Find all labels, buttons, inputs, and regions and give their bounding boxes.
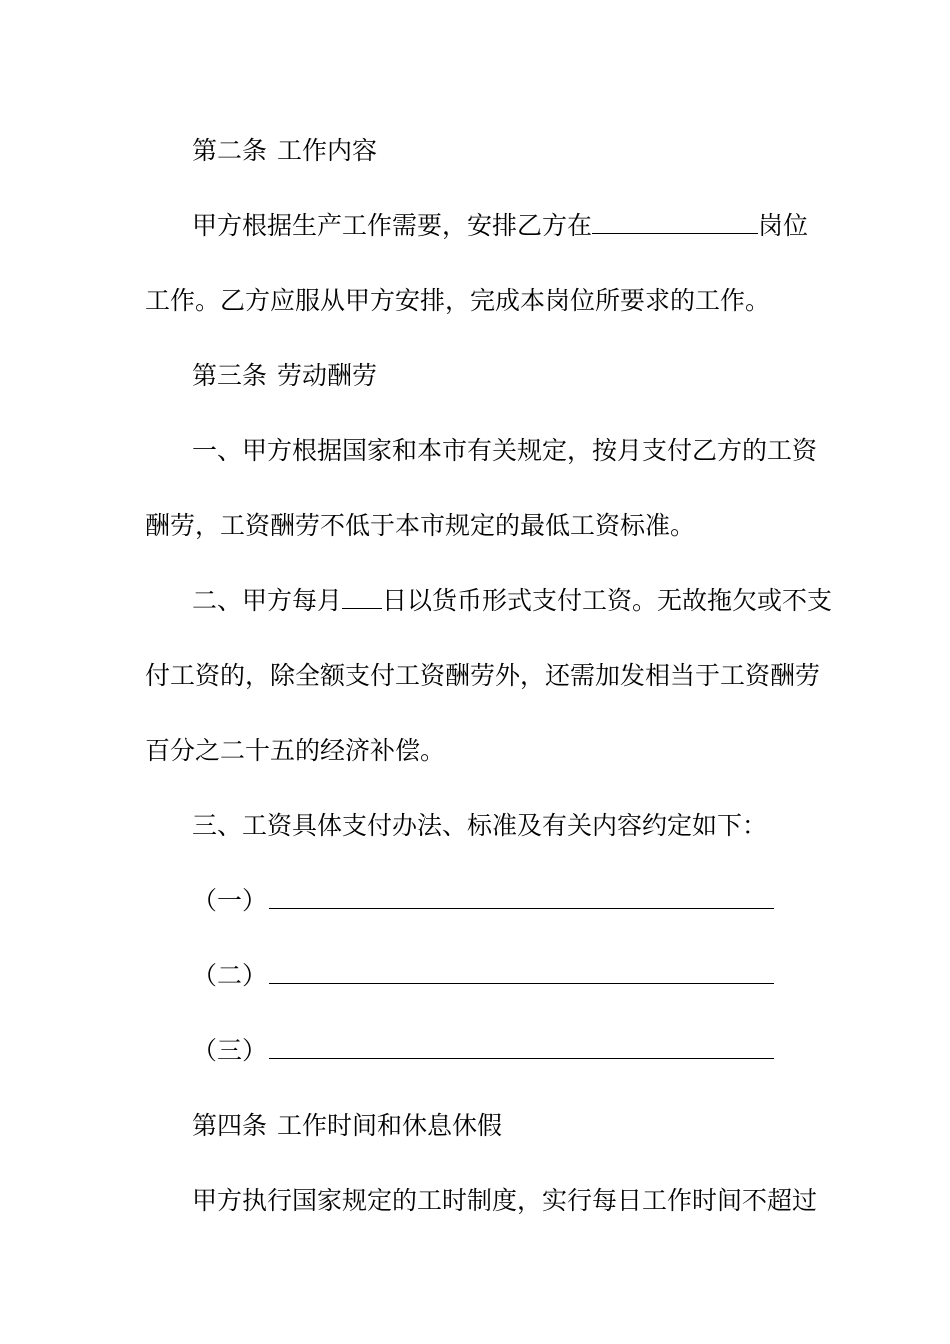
article-3-title: 劳动酬劳 [277,361,378,390]
text-segment: 岗位 [758,211,809,240]
article-4-heading [192,1109,502,1143]
article-2-paragraph-line-2: 工作。乙方应服从甲方安排，完成本岗位所要求的工作。 [145,286,771,315]
sub-item-label: （二） [192,961,268,990]
article-2-title: 工作内容 [277,136,378,165]
text-segment: 甲方根据生产工作需要，安排乙方在 [192,211,593,240]
text-segment: 日以货币形式支付工资。无故拖欠或不支 [382,586,833,615]
article-3-item-2-line-1 [192,584,832,618]
text-segment: 二、甲方每月 [192,586,343,615]
sub-item-2 [192,959,774,993]
article-2-heading [192,134,377,168]
day-blank [342,584,382,609]
article-4-label: 第四条 [192,1111,268,1140]
article-4-title: 工作时间和休息休假 [277,1111,503,1140]
article-2-label: 第二条 [192,136,268,165]
sub-item-label: （三） [192,1036,268,1065]
article-2-paragraph-line-1 [192,209,808,243]
sub-item-blank [269,884,774,909]
article-3-item-3-line-1: 三、工资具体支付办法、标准及有关内容约定如下： [192,811,768,840]
article-3-item-2-line-3: 百分之二十五的经济补偿。 [145,736,446,765]
article-3-item-2-line-2: 付工资的，除全额支付工资酬劳外，还需加发相当于工资酬劳 [145,661,821,690]
sub-item-label: （一） [192,886,268,915]
position-blank [592,209,758,234]
sub-item-1 [192,884,774,918]
sub-item-blank [269,1034,774,1059]
article-3-heading [192,359,377,393]
sub-item-blank [269,959,774,984]
article-3-label: 第三条 [192,361,268,390]
article-3-item-1-line-1: 一、甲方根据国家和本市有关规定，按月支付乙方的工资 [192,436,818,465]
article-3-item-1-line-2: 酬劳，工资酬劳不低于本市规定的最低工资标准。 [145,511,696,540]
article-4-paragraph-line-1: 甲方执行国家规定的工时制度，实行每日工作时间不超过 [192,1186,818,1215]
sub-item-3 [192,1034,774,1068]
